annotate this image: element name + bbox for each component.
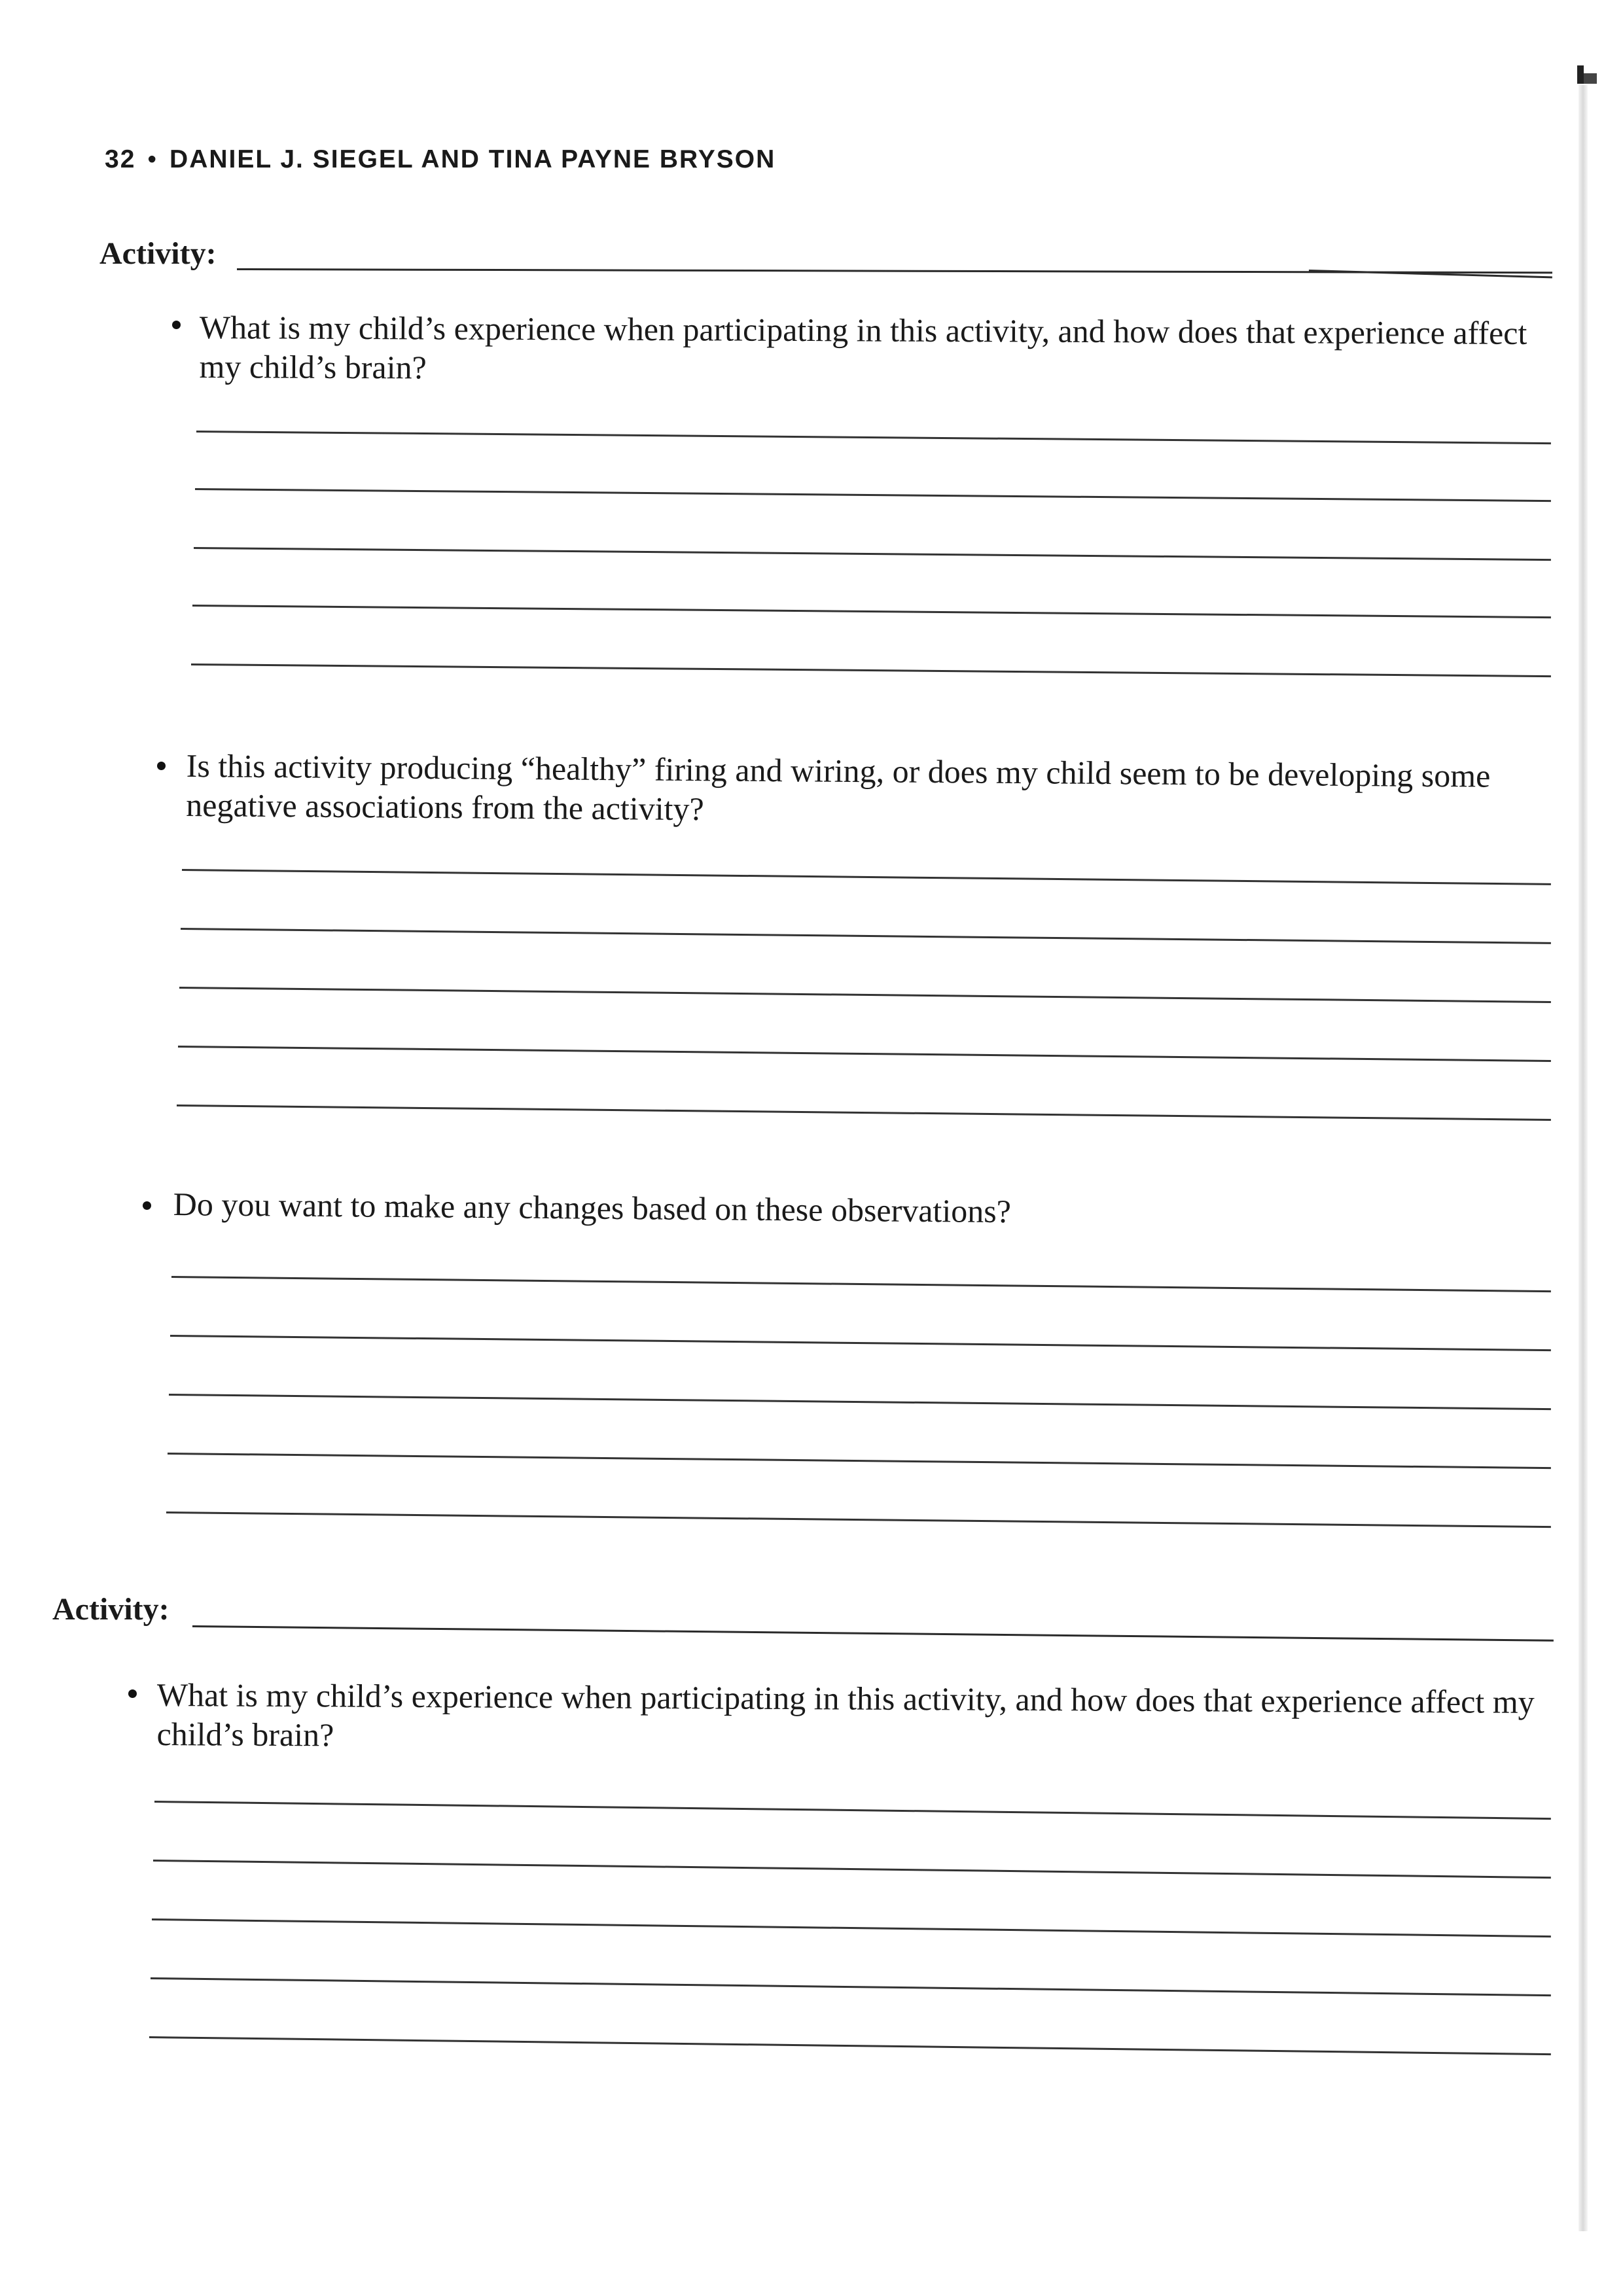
separator-dot: • <box>147 145 158 173</box>
answer-line-2a-4[interactable] <box>151 1977 1551 1996</box>
question-experience-2: What is my child’s experience when participating in this activity, and how does that experience affect my child’s brain? <box>156 1676 1535 1754</box>
bullet-1b <box>157 762 166 770</box>
question-changes-1: Do you want to make any changes based on these observations? <box>173 1185 1012 1230</box>
answer-line-1b-5[interactable] <box>177 1104 1551 1121</box>
answer-line-1a-1[interactable] <box>196 431 1551 444</box>
answer-line-1b-1[interactable] <box>182 869 1551 885</box>
answer-line-2a-5[interactable] <box>149 2036 1551 2055</box>
answer-line-2a-1[interactable] <box>154 1801 1551 1820</box>
answer-line-1a-3[interactable] <box>194 547 1551 561</box>
answer-line-1c-2[interactable] <box>170 1335 1551 1351</box>
answer-line-1c-4[interactable] <box>168 1453 1551 1469</box>
answer-line-1b-4[interactable] <box>178 1046 1551 1062</box>
bullet-2a <box>128 1689 137 1698</box>
answer-line-1b-2[interactable] <box>181 928 1551 944</box>
page-edge-shadow <box>1578 85 1588 2231</box>
scan-corner-mark <box>1577 65 1597 84</box>
answer-line-1a-5[interactable] <box>191 663 1551 677</box>
question-experience-1: What is my child’s experience when participating in this activity, and how does that experience affect my child’s brain? <box>199 308 1527 386</box>
page-number: 32 <box>105 145 136 173</box>
answer-line-1a-2[interactable] <box>195 488 1551 502</box>
running-head <box>105 145 776 174</box>
bullet-1c <box>143 1201 151 1210</box>
answer-line-1c-5[interactable] <box>166 1511 1551 1528</box>
bullet-1a <box>172 321 181 329</box>
activity-name-field-2[interactable] <box>192 1625 1554 1642</box>
author-names: DANIEL J. SIEGEL AND TINA PAYNE BRYSON <box>169 145 776 173</box>
answer-line-1b-3[interactable] <box>179 987 1551 1003</box>
activity-label-2: Activity: <box>52 1592 169 1627</box>
activity-label-1: Activity: <box>99 236 217 271</box>
answer-line-1a-4[interactable] <box>192 605 1551 618</box>
answer-line-1c-3[interactable] <box>169 1394 1551 1410</box>
answer-line-1c-1[interactable] <box>171 1276 1551 1292</box>
answer-line-2a-3[interactable] <box>152 1918 1551 1937</box>
question-healthy-1: Is this activity producing “healthy” firing and wiring, or does my child seem to be developing some negative associations from the activity? <box>186 747 1491 828</box>
answer-line-2a-2[interactable] <box>153 1860 1551 1879</box>
